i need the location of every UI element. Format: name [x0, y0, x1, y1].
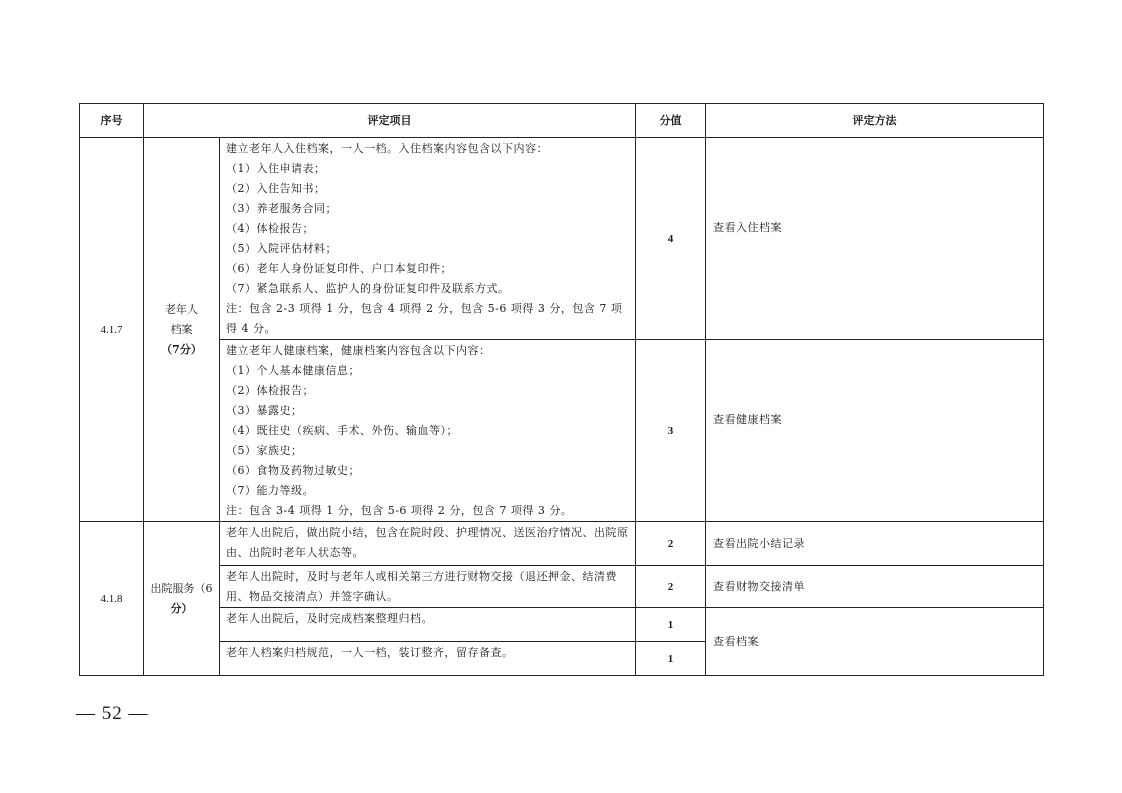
item-archive-filing — [220, 608, 636, 642]
item-note: 注：包含 2-3 项得 1 分，包含 4 项得 2 分，包含 5-6 项得 3 分，包含 7 项得 4 分。 — [226, 302, 623, 335]
table-row — [80, 566, 1044, 608]
category-line: 老年人 — [165, 302, 198, 316]
item-text: 老年人出院时，及时与老年人或相关第三方进行财物交接（退还押金、结清费用、物品交接清点）并签字确认。 — [226, 570, 617, 603]
method-cell: 查看档案 — [706, 608, 1044, 676]
item-text: 老年人出院后，及时完成档案整理归档。 — [226, 612, 433, 625]
item-health-archive — [220, 340, 636, 522]
item-line: （7）紧急联系人、监护人的身份证复印件及联系方式。 — [226, 282, 510, 295]
category-line: 档案 — [170, 322, 193, 336]
method-cell: 查看财物交接清单 — [706, 566, 1044, 608]
score-cell: 1 — [636, 608, 706, 642]
score-cell: 4 — [636, 138, 706, 340]
evaluation-table — [79, 103, 1044, 676]
item-line: （5）入院评估材料； — [226, 242, 337, 255]
score-cell: 2 — [636, 566, 706, 608]
category-points: （7分） — [161, 342, 202, 356]
method-cell: 查看出院小结记录 — [706, 522, 1044, 566]
item-line: （2）入住告知书； — [226, 182, 326, 195]
score-cell: 2 — [636, 522, 706, 566]
item-line: 建立老年人入住档案，一人一档。入住档案内容包含以下内容： — [226, 142, 548, 155]
category-line: 分） — [170, 601, 193, 615]
item-line: （1）入住申请表； — [226, 162, 326, 175]
item-property-handover — [220, 566, 636, 608]
item-line: 建立老年人健康档案，健康档案内容包含以下内容： — [226, 344, 491, 357]
item-line: （1）个人基本健康信息； — [226, 364, 360, 377]
header-seq: 序号 — [80, 104, 144, 138]
row-seq-4-1-8: 4.1.8 — [80, 522, 144, 676]
item-line: （6）食物及药物过敏史； — [226, 464, 360, 477]
header-item: 评定项目 — [144, 104, 636, 138]
table-header-row — [80, 104, 1044, 138]
header-method: 评定方法 — [706, 104, 1044, 138]
item-line: （4）体检报告； — [226, 222, 314, 235]
row-category-discharge-service — [144, 522, 220, 676]
item-line: （5）家族史； — [226, 444, 303, 457]
item-text: 老年人档案归档规范，一人一档，装订整齐，留存备查。 — [226, 646, 514, 659]
score-cell: 3 — [636, 340, 706, 522]
category-line: 出院服务（6 — [150, 581, 213, 595]
score-cell: 1 — [636, 642, 706, 676]
page-number: — 52 — — [76, 703, 149, 724]
item-line: （3）养老服务合同； — [226, 202, 337, 215]
item-line: （4）既往史（疾病、手术、外伤、输血等）； — [226, 424, 458, 437]
item-line: （7）能力等级。 — [226, 484, 314, 497]
item-line: （6）老年人身份证复印件、户口本复印件； — [226, 262, 452, 275]
item-line: （3）暴露史； — [226, 404, 303, 417]
item-line: （2）体检报告； — [226, 384, 314, 397]
table-row — [80, 522, 1044, 566]
item-discharge-summary — [220, 522, 636, 566]
table-row — [80, 608, 1044, 642]
item-note: 注：包含 3-4 项得 1 分，包含 5-6 项得 2 分，包含 7 项得 3 分。 — [226, 504, 573, 517]
method-cell: 查看入住档案 — [706, 138, 1044, 340]
item-text: 老年人出院后，做出院小结，包含在院时段、护理情况、送医治疗情况、出院原由、出院时老年人状态等。 — [226, 526, 629, 559]
item-archive-standard — [220, 642, 636, 676]
table-row — [80, 340, 1044, 522]
table-row — [80, 138, 1044, 340]
row-seq-4-1-7: 4.1.7 — [80, 138, 144, 522]
header-score: 分值 — [636, 104, 706, 138]
method-cell: 查看健康档案 — [706, 340, 1044, 522]
item-admission-archive — [220, 138, 636, 340]
row-category-elder-archive — [144, 138, 220, 522]
